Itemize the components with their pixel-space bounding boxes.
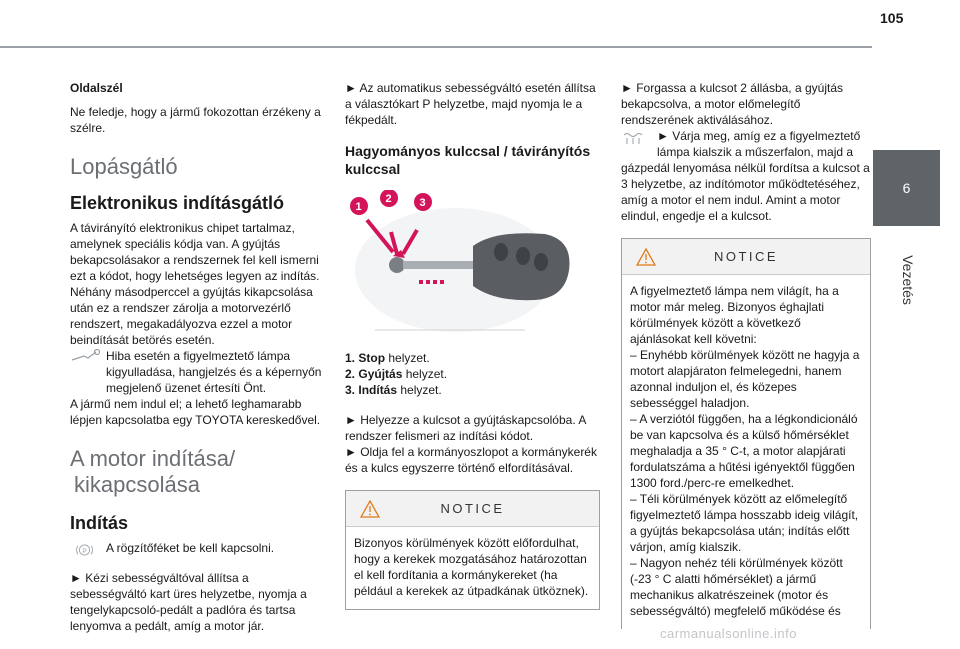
preheat-row [621, 128, 871, 224]
heading-motor-2: kikapcsolása [74, 472, 200, 497]
watermark: carmanualsonline.info [660, 626, 797, 641]
notice-title-2: NOTICE [713, 249, 779, 264]
key-warning-icon [70, 348, 102, 364]
list-item: 3. Indítás helyzet. [345, 383, 442, 397]
section-label [899, 250, 919, 310]
notice-text: Bizonyos körülmények között előfordulhat, hogy a kerekek mozgatásához határozottan el kell fordítania a kormánykereket (ha például a kerekek az útpadkának ütköznek). [354, 536, 589, 598]
notice-header-2 [622, 239, 870, 275]
notice-line: – Enyhébb körülmények között ne hagyja a motort alapjáraton felmelegedni, hanem azonnal induljon el, és közepes sebességgel haladjon. [630, 348, 860, 410]
heading-oldalszel: Oldalszél [70, 81, 123, 95]
parking-brake-icon [70, 542, 102, 558]
heading-lopasgatlo: Lopásgátló [70, 154, 178, 179]
text-oldalszel: Ne feledje, hogy a jármű fokozottan érzékeny a szélre. [70, 105, 321, 135]
text-automatikus: ► Az automatikus sebességváltó esetén állítsa a választókart P helyzetbe, majd nyomja le a fékpedált. [345, 81, 596, 127]
svg-text:3: 3 [419, 197, 426, 209]
top-rule [0, 46, 872, 48]
heading-inditas: Indítás [70, 513, 129, 533]
preheat-lamp-icon [621, 132, 653, 146]
notice-line: – Téli körülmények között az előmelegítő figyelmeztető lámpa hosszabb ideig világít, a gyújtás bekapcsolása után; indítás előtt várjon, amíg kialszik. [630, 492, 859, 554]
position-list [345, 350, 600, 398]
text-forgassa: ► Forgassa a kulcsot 2 állásba, a gyújtás bekapcsolva, a motor előmelegítő rendszerének aktiválásához. [621, 81, 843, 127]
notice-line: – Nagyon nehéz téli körülmények között (-23 ° C alatti hőmérséklet) a jármű mechanikus alkatrészeinek (motor és sebességváltó) megfelelő működése és [630, 556, 843, 618]
section-tab[interactable]: 6 [873, 150, 940, 226]
notice-box [345, 490, 600, 610]
notice-title: NOTICE [440, 501, 505, 516]
column-1 [70, 80, 325, 634]
section-label-text: Vezetés [899, 255, 916, 305]
notice-line: – A verziótól függően, ha a légkondicionáló be van kapcsolva és a külső hőmérséklet meghaladja a 35 ° C-t, a motor alapjárati fordulatszáma a hűtési igényektől függően 1300 ford./perc-re emelkedhet. [630, 412, 858, 490]
column-2 [345, 80, 600, 610]
heading-elektronikus: Elektronikus indításgátló [70, 193, 285, 213]
list-item: 1. Stop helyzet. [345, 351, 430, 365]
heading-hagyomanyos: Hagyományos kulccsal / távirányítós kulccsal [345, 143, 591, 177]
text-kezi: ► Kézi sebességváltóval állítsa a sebességváltó kart üres helyzetbe, nyomja a tengelykapcsoló-pedált a padlóra és tartsa lenyomva a pedált, amíg a motor jár. [70, 571, 307, 633]
svg-text:P: P [82, 547, 87, 555]
text-varja: ► Várja meg, amíg ez a figyelmeztető lámpa kialszik a műszerfalon, majd a gázpedál lenyomása nélkül fordítsa a kulcsot a 3 helyzetbe, az indítómotor működtetéséhez, amíg a motor el nem indul. Amint a motor elindul, engedje el a kulcsot. [621, 129, 870, 223]
list-item: 2. Gyújtás helyzet. [345, 367, 448, 381]
notice-box-2 [621, 238, 871, 629]
notice-line: A figyelmeztető lámpa nem világít, ha a motor már meleg. Bizonyos éghajlati körülmények között a következő ajánlásokat kell követni: [630, 284, 839, 346]
svg-text:1: 1 [355, 201, 362, 213]
text-oldja: ► Oldja fel a kormányoszlopot a kormánykerék és a kulcs egyszerre történő elfordításával. [345, 445, 597, 475]
key-diagram [345, 190, 600, 340]
heading-motor-1: A motor indítása/ [70, 446, 236, 471]
text-elektronikus: A távirányító elektronikus chipet tartalmaz, amelynek speciális kódja van. A gyújtás bekapcsolásakor a rendszernek fel kell ismerni ezt a kódot, hogy lehetséges legyen az indítás. Néhány másodperccel a gyújtás kikapcsolása után ez a rendszer zárolja a motorvezérlő rendszert, megakadályozva ezzel a motor beindítását betörés esetén. [70, 221, 320, 347]
key-illustration [345, 190, 600, 340]
text-helyezze: ► Helyezze a kulcsot a gyújtáskapcsolóba. A rendszer felismeri az indítási kódot. [345, 413, 586, 443]
svg-text:2: 2 [385, 193, 392, 205]
text-hiba: Hiba esetén a figyelmeztető lámpa kigyulladása, hangjelzés és a képernyőn megjelenő üzenet értesíti Önt. [106, 349, 322, 395]
notice-header [346, 491, 599, 527]
text-nem-indul: A jármű nem indul el; a lehető leghamarabb lépjen kapcsolatba egy TOYOTA kereskedővel. [70, 397, 321, 427]
text-rogzito: A rögzítőféket be kell kapcsolni. [106, 541, 275, 555]
column-3 [621, 80, 871, 629]
page-number: 105 [880, 10, 904, 26]
warning-row [70, 348, 325, 396]
parking-brake-row [70, 540, 325, 556]
